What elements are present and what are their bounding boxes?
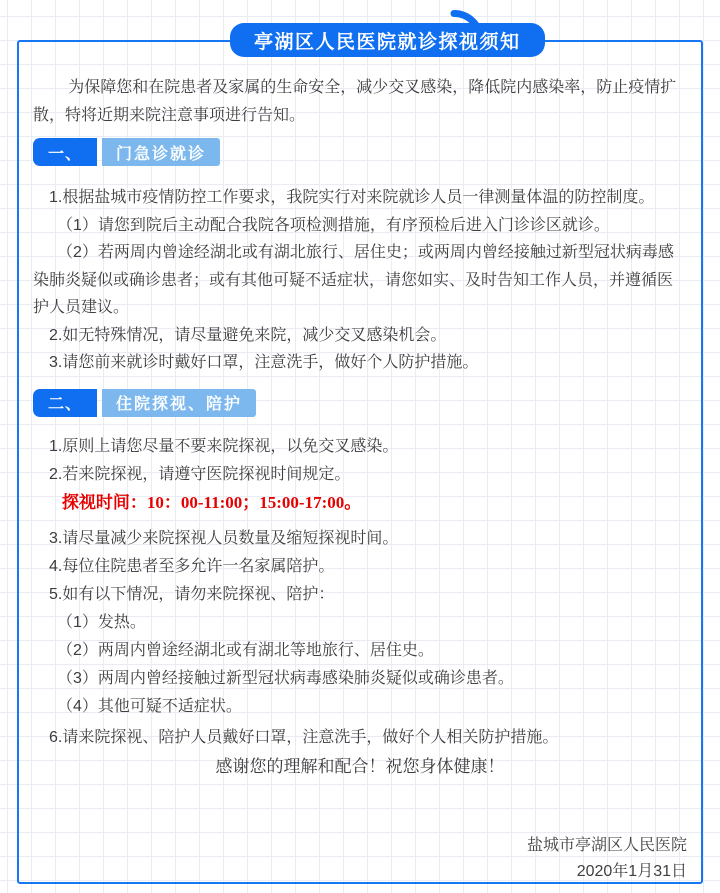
notice-item: 3.请您前来就诊时戴好口罩，注意洗手，做好个人防护措施。 bbox=[49, 354, 479, 371]
notice-item: 5.如有以下情况，请勿来院探视、陪护： bbox=[49, 585, 335, 603]
notice-subitem: （4）其他可疑不适症状。 bbox=[57, 697, 242, 715]
signature-org: 盐城市亭湖区人民医院 bbox=[526, 836, 687, 854]
visiting-hours-highlight: 探视时间：10：00-11:00；15:00-17:00。 bbox=[61, 492, 362, 512]
signature-date: 2020年1月31日 bbox=[576, 862, 687, 880]
section-1-number-badge: 一、 bbox=[33, 138, 97, 166]
notice-subitem: （2）若两周内曾途经湖北或有湖北旅行、居住史；或两周内曾经接触过新型冠状病毒感染肺炎疑似或确诊患者；或有其他可疑不适症状，请您如实、及时告知工作人员，并遵循医护人员建议。 bbox=[33, 244, 674, 316]
section-2-header bbox=[33, 389, 687, 417]
section-2-number-badge: 二、 bbox=[33, 389, 97, 417]
closing-line: 感谢您的理解和配合！祝您身体健康！ bbox=[215, 756, 505, 776]
notice-item: 6.请来院探视、陪护人员戴好口罩，注意洗手，做好个人相关防护措施。 bbox=[49, 728, 559, 746]
notice-item: 2.若来院探视，请遵守医院探视时间规定。 bbox=[49, 465, 351, 483]
notice-item: 4.每位住院患者至多允许一名家属陪护。 bbox=[49, 557, 335, 575]
section-2-title-badge: 住院探视、陪护 bbox=[102, 389, 256, 417]
signature-block bbox=[33, 833, 687, 885]
notice-item: 1.根据盐城市疫情防控工作要求，我院实行对来院就诊人员一律测量体温的防控制度。 bbox=[49, 189, 655, 206]
section-1-header bbox=[33, 138, 687, 166]
notice-item: 1.原则上请您尽量不要来院探视，以免交叉感染。 bbox=[49, 437, 399, 455]
notice-item: 2.如无特殊情况，请尽量避免来院，减少交叉感染机会。 bbox=[49, 326, 447, 344]
notice-subitem: （3）两周内曾经接触过新型冠状病毒感染肺炎疑似或确诊患者。 bbox=[57, 669, 514, 687]
section-2-body bbox=[33, 433, 687, 752]
notice-content bbox=[19, 74, 701, 885]
page-title-text: 亭湖区人民医院就诊探视须知 bbox=[254, 31, 521, 53]
notice-subitem: （1）发热。 bbox=[57, 613, 146, 631]
notice-subitem: （2）两周内曾途经湖北或有湖北等地旅行、居住史。 bbox=[57, 641, 434, 659]
notice-item: 3.请尽量减少来院探视人员数量及缩短探视时间。 bbox=[49, 529, 399, 547]
notice-subitem: （1）请您到院后主动配合我院各项检测措施，有序预检后进入门诊诊区就诊。 bbox=[57, 216, 610, 234]
notice-board bbox=[17, 31, 703, 884]
page-title bbox=[230, 23, 545, 57]
section-1-title-badge: 门急诊就诊 bbox=[102, 138, 220, 166]
intro-paragraph: 为保障您和在院患者及家属的生命安全，减少交叉感染，降低院内感染率，防止疫情扩散，特将近期来院注意事项进行告知。 bbox=[33, 79, 677, 124]
section-1-body bbox=[33, 184, 687, 377]
